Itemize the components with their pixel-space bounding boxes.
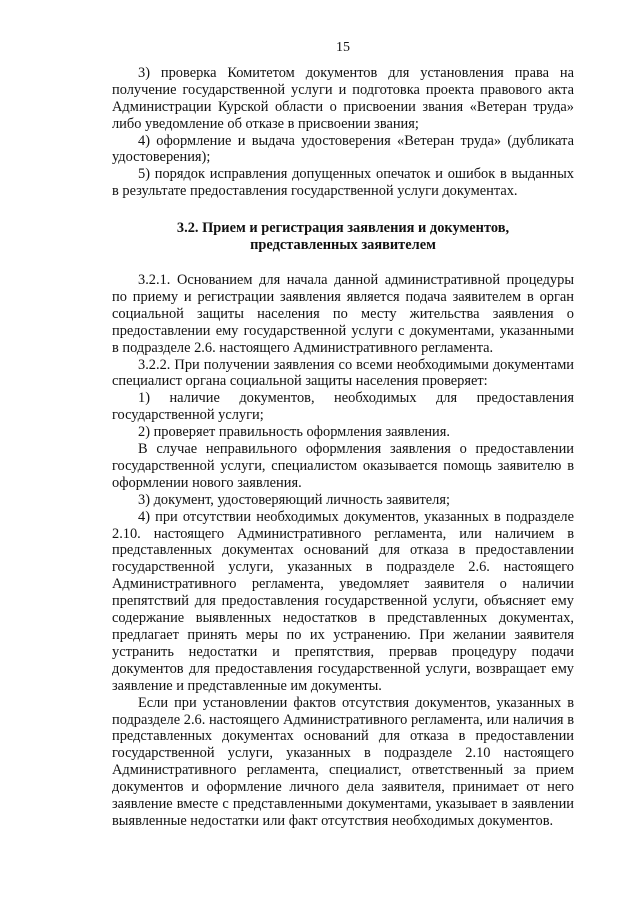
paragraph-item-3: 3) проверка Комитетом документов для установления права на получение государственной услуги и подготовка проекта правового акта Администрации Курской области о присвоении звания «Ветеран труда» либо уведомление об отказе в присвоении звания; [112,64,574,132]
paragraph-missing-documents: Если при установлении фактов отсутствия документов, указанных в подразделе 2.6. настоящего Административного регламента, или наличия в представленных документах оснований для отказа в предоставлении государственной услуги, указанных в подразделе 2.10 настоящего Административного регламента, специалист, ответственный за прием документов и оформление личного дела заявителя, принимает от него заявление вместе с представленными документами, указывает в заявлении выявленные недостатки или факт отсутствия необходимых документов. [112,694,574,829]
section-heading [112,220,574,254]
paragraph-incorrect-application: В случае неправильного оформления заявления о предоставлении государственной услуги, специалистом оказывается помощь заявителю в оформлении нового заявления. [112,441,574,491]
paragraph-item-4: 4) оформление и выдача удостоверения «Ветеран труда» (дубликата удостоверения); [112,132,574,166]
paragraph-3-2-1: 3.2.1. Основанием для начала данной административной процедуры по приему и регистрации заявления является подача заявителем в орган социальной защиты населения по месту жительства заявления о предоставлении ему государственной услуги с документами, указанными в подразделе 2.6. настоящего Административного регламента. [112,271,574,356]
paragraph-check-2: 2) проверяет правильность оформления заявления. [138,424,450,441]
section-heading-line-2: представленных заявителем [250,237,436,254]
paragraph-item-5: 5) порядок исправления допущенных опечаток и ошибок в выданных в результате предоставления государственной услуги документах. [112,166,574,200]
document-page [112,40,574,830]
paragraph-3-2-2: 3.2.2. При получении заявления со всеми необходимыми документами специалист органа социальной защиты населения проверяет: [112,356,574,390]
page-number: 15 [336,40,350,55]
section-heading-line-1: 3.2. Прием и регистрация заявления и документов, [176,220,510,237]
paragraph-check-4: 4) при отсутствии необходимых документов, указанных в подразделе 2.10. настоящего Административного регламента, или наличием в представленных документах оснований для отказа в предоставлении государственной услуги, указанных в подразделе 2.6. настоящего Административного регламента, уведомляет заявителя о наличии препятствий для предоставления государственной услуги, объясняет ему содержание выявленных недостатков в представленных документах, предлагает принять меры по их устранению. При желании заявителя устранить недостатки и препятствия, прервав процедуру подачи документов для предоставления государственной услуги, возвращает ему заявление и представленные им документы. [112,508,574,694]
paragraph-check-1: 1) наличие документов, необходимых для предоставления государственной услуги; [112,390,574,424]
paragraph-check-3: 3) документ, удостоверяющий личность заявителя; [138,491,450,508]
